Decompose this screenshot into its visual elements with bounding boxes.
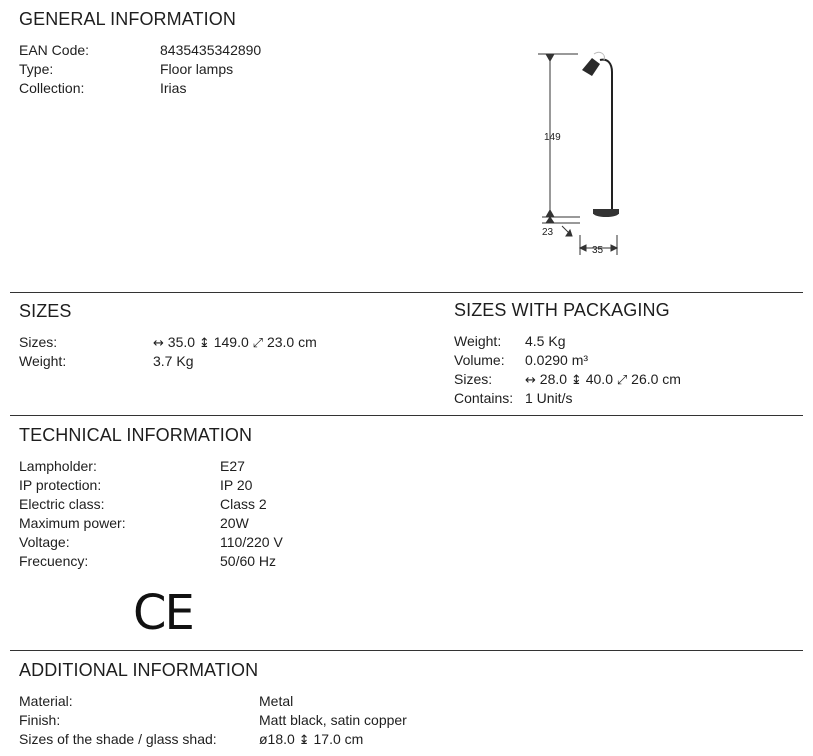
divider-general bbox=[10, 292, 803, 293]
depth-arrow-icon: ⤢ bbox=[616, 373, 628, 388]
height-arrow-icon: ↨ bbox=[298, 733, 310, 748]
finish-label: Finish: bbox=[19, 712, 61, 728]
voltage-value: 110/220 V bbox=[220, 534, 283, 550]
base-dimension-label: 23 bbox=[542, 227, 554, 238]
sizes-height: 149.0 bbox=[213, 334, 249, 350]
sizes-with-packaging-heading: SIZES WITH PACKAGING bbox=[454, 300, 670, 320]
packaging-contains-value: 1 Unit/s bbox=[525, 390, 573, 406]
packaging-width: 28.0 bbox=[539, 371, 568, 387]
lamp-dimension-drawing bbox=[520, 40, 640, 270]
maximum-power-label: Maximum power: bbox=[19, 515, 126, 531]
floor-lamp-illustration bbox=[582, 52, 619, 217]
type-value: Floor lamps bbox=[160, 61, 234, 77]
ip-protection-label: IP protection: bbox=[19, 477, 102, 493]
shade-diameter: ø18.0 bbox=[259, 731, 295, 747]
height-dimension-label: 149 bbox=[544, 132, 561, 143]
ip-protection-value: IP 20 bbox=[220, 477, 253, 493]
technical-information-heading: TECHNICAL INFORMATION bbox=[19, 425, 253, 445]
depth-arrow-icon: ⤢ bbox=[252, 336, 264, 351]
sizes-width: 35.0 bbox=[167, 334, 196, 350]
packaging-depth: 26.0 cm bbox=[631, 371, 681, 387]
electric-class-value: Class 2 bbox=[220, 496, 267, 512]
material-label: Material: bbox=[19, 693, 73, 709]
packaging-weight-label: Weight: bbox=[454, 333, 502, 349]
shade-sizes-label: Sizes of the shade / glass shad: bbox=[19, 731, 217, 747]
ean-code-label: EAN Code: bbox=[19, 42, 90, 58]
maximum-power-value: 20W bbox=[220, 515, 249, 531]
divider-technical bbox=[10, 650, 803, 651]
material-value: Metal bbox=[259, 693, 294, 709]
width-dimension-label: 35 bbox=[592, 245, 604, 256]
lampholder-label: Lampholder: bbox=[19, 458, 97, 474]
frequency-label: Frecuency: bbox=[19, 553, 89, 569]
frequency-value: 50/60 Hz bbox=[220, 553, 277, 569]
lampholder-value: E27 bbox=[220, 458, 245, 474]
width-arrow-icon: ↔ bbox=[153, 336, 164, 351]
sizes-label: Sizes: bbox=[19, 334, 58, 350]
collection-label: Collection: bbox=[19, 80, 85, 96]
additional-information-heading: ADDITIONAL INFORMATION bbox=[19, 660, 259, 680]
packaging-contains-label: Contains: bbox=[454, 390, 514, 406]
electric-class-label: Electric class: bbox=[19, 496, 105, 512]
divider-sizes bbox=[10, 415, 803, 416]
shade-sizes-value bbox=[259, 731, 363, 748]
packaging-sizes-label: Sizes: bbox=[454, 371, 493, 387]
packaging-volume-value: 0.0290 m³ bbox=[525, 352, 589, 368]
packaging-sizes-value bbox=[525, 371, 681, 388]
sizes-heading: SIZES bbox=[19, 301, 72, 321]
collection-value: Irias bbox=[160, 80, 187, 96]
height-arrow-icon: ↨ bbox=[570, 373, 582, 388]
ce-mark-icon: CE bbox=[133, 585, 193, 641]
weight-label: Weight: bbox=[19, 353, 67, 369]
height-arrow-icon: ↨ bbox=[198, 336, 210, 351]
packaging-height: 40.0 bbox=[585, 371, 613, 387]
sizes-depth: 23.0 cm bbox=[266, 334, 317, 350]
width-arrow-icon: ↔ bbox=[525, 373, 536, 388]
voltage-label: Voltage: bbox=[19, 534, 70, 550]
general-information-heading: GENERAL INFORMATION bbox=[19, 9, 236, 29]
ean-code-value: 8435435342890 bbox=[160, 42, 262, 58]
packaging-weight-value: 4.5 Kg bbox=[525, 333, 566, 349]
type-label: Type: bbox=[19, 61, 54, 77]
shade-height: 17.0 cm bbox=[313, 731, 364, 747]
finish-value: Matt black, satin copper bbox=[259, 712, 407, 728]
packaging-volume-label: Volume: bbox=[454, 352, 505, 368]
weight-value: 3.7 Kg bbox=[153, 353, 194, 369]
sizes-value bbox=[153, 334, 317, 351]
